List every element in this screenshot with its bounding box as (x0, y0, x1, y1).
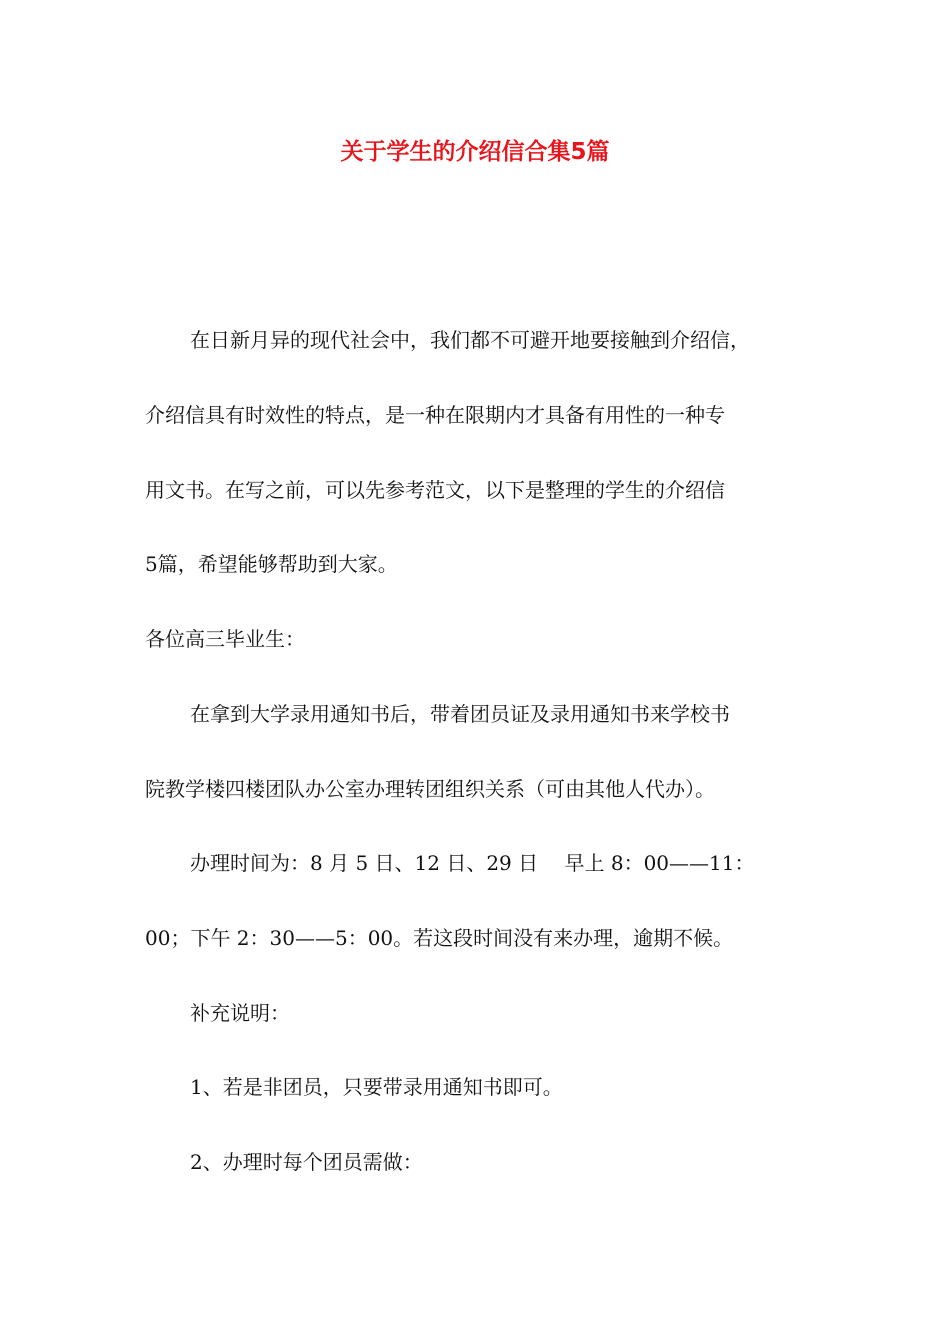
note-item: 2、办理时每个团员需做： (190, 1150, 423, 1174)
paragraph-line: 在拿到大学录用通知书后，带着团员证及录用通知书来学校书 (190, 702, 730, 726)
document-title: 关于学生的介绍信合集5篇 (340, 139, 610, 165)
paragraph-line: 介绍信具有时效性的特点，是一种在限期内才具备有用性的一种专 (145, 403, 725, 427)
note-heading: 补充说明： (190, 1001, 290, 1025)
schedule-line: 00；下午 2：30——5：00。若这段时间没有来办理，逾期不候。 (145, 926, 734, 950)
paragraph-line: 在日新月异的现代社会中，我们都不可避开地要接触到介绍信， (190, 328, 750, 352)
paragraph-line: 用文书。在写之前，可以先参考范文，以下是整理的学生的介绍信 (145, 478, 725, 502)
salutation-line: 各位高三毕业生： (145, 627, 305, 651)
paragraph-line: 院教学楼四楼团队办公室办理转团组织关系（可由其他人代办）。 (145, 777, 715, 801)
note-item: 1、若是非团员，只要带录用通知书即可。 (190, 1075, 563, 1099)
paragraph-line: 5篇，希望能够帮助到大家。 (145, 552, 398, 576)
schedule-line: 办理时间为：8 月 5 日、12 日、29 日 早上 8：00——11： (190, 851, 755, 875)
